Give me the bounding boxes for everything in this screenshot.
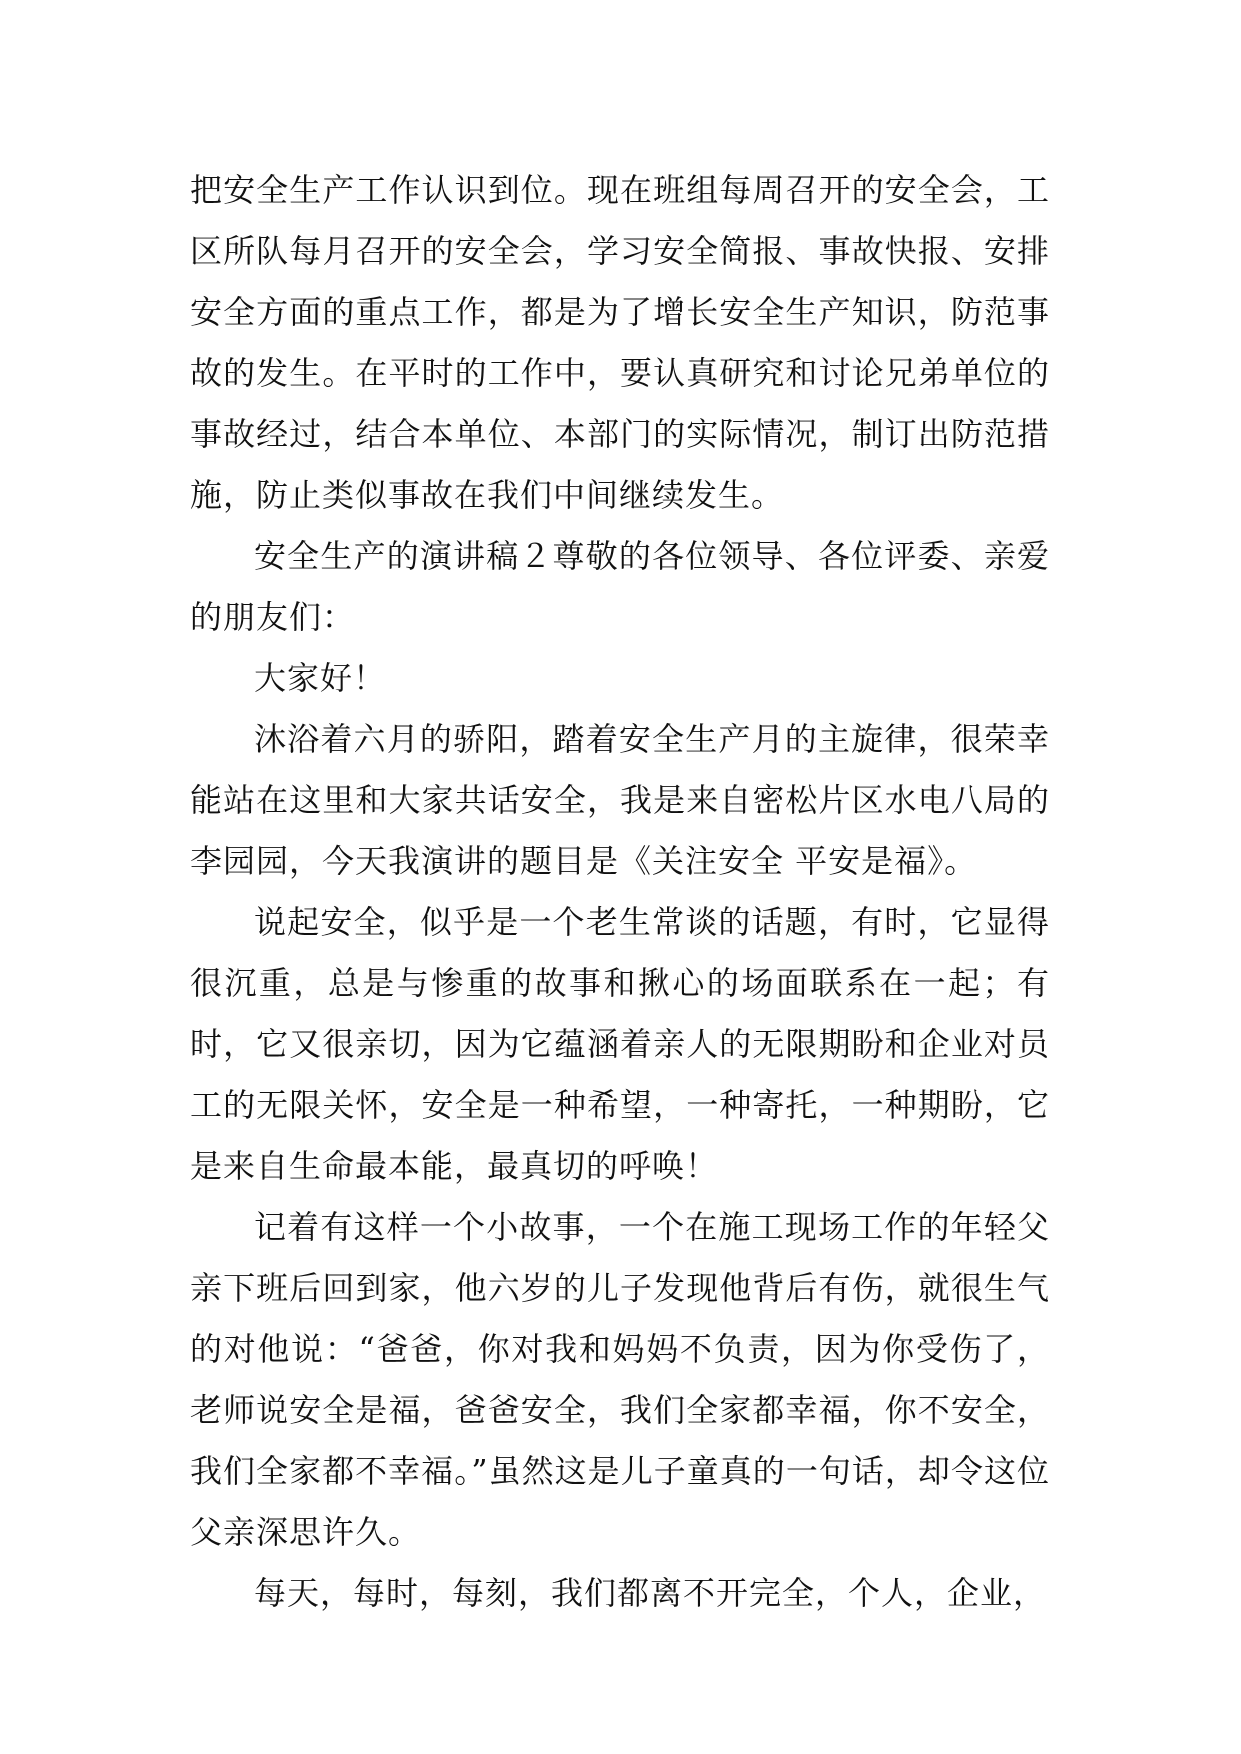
paragraph-6: 记着有这样一个小故事，一个在施工现场工作的年轻父亲下班后回到家，他六岁的儿子发现他背后有伤，就很生气的对他说：“爸爸，你对我和妈妈不负责，因为你受伤了，老师说安全是福，爸爸安全，我们全家都幸福，你不安全，我们全家都不幸福。”虽然这是儿子童真的一句话，却令这位父亲深思许久。 xyxy=(190,1208,1050,1551)
paragraph-2: 安全生产的演讲稿２尊敬的各位领导、各位评委、亲爱的朋友们： xyxy=(190,537,1050,636)
paragraph-3: 大家好！ xyxy=(254,659,387,697)
paragraph-7: 每天，每时，每刻，我们都离不开完全，个人，企业， xyxy=(254,1574,1047,1612)
paragraph-4: 沐浴着六月的骄阳，踏着安全生产月的主旋律，很荣幸能站在这里和大家共话安全，我是来自密松片区水电八局的李园园，今天我演讲的题目是《关注安全 平安是福》。 xyxy=(190,720,1050,880)
document-body xyxy=(190,160,1050,1624)
paragraph-5: 说起安全，似乎是一个老生常谈的话题，有时，它显得很沉重，总是与惨重的故事和揪心的场面联系在一起；有时，它又很亲切，因为它蕴涵着亲人的无限期盼和企业对员工的无限关怀，安全是一种希望，一种寄托，一种期盼，它是来自生命最本能，最真切的呼唤！ xyxy=(190,903,1050,1185)
paragraph-1: 把安全生产工作认识到位。现在班组每周召开的安全会，工区所队每月召开的安全会，学习安全简报、事故快报、安排安全方面的重点工作，都是为了增长安全生产知识，防范事故的发生。在平时的工作中，要认真研究和讨论兄弟单位的事故经过，结合本单位、本部门的实际情况，制订出防范措施，防止类似事故在我们中间继续发生。 xyxy=(190,171,1050,514)
